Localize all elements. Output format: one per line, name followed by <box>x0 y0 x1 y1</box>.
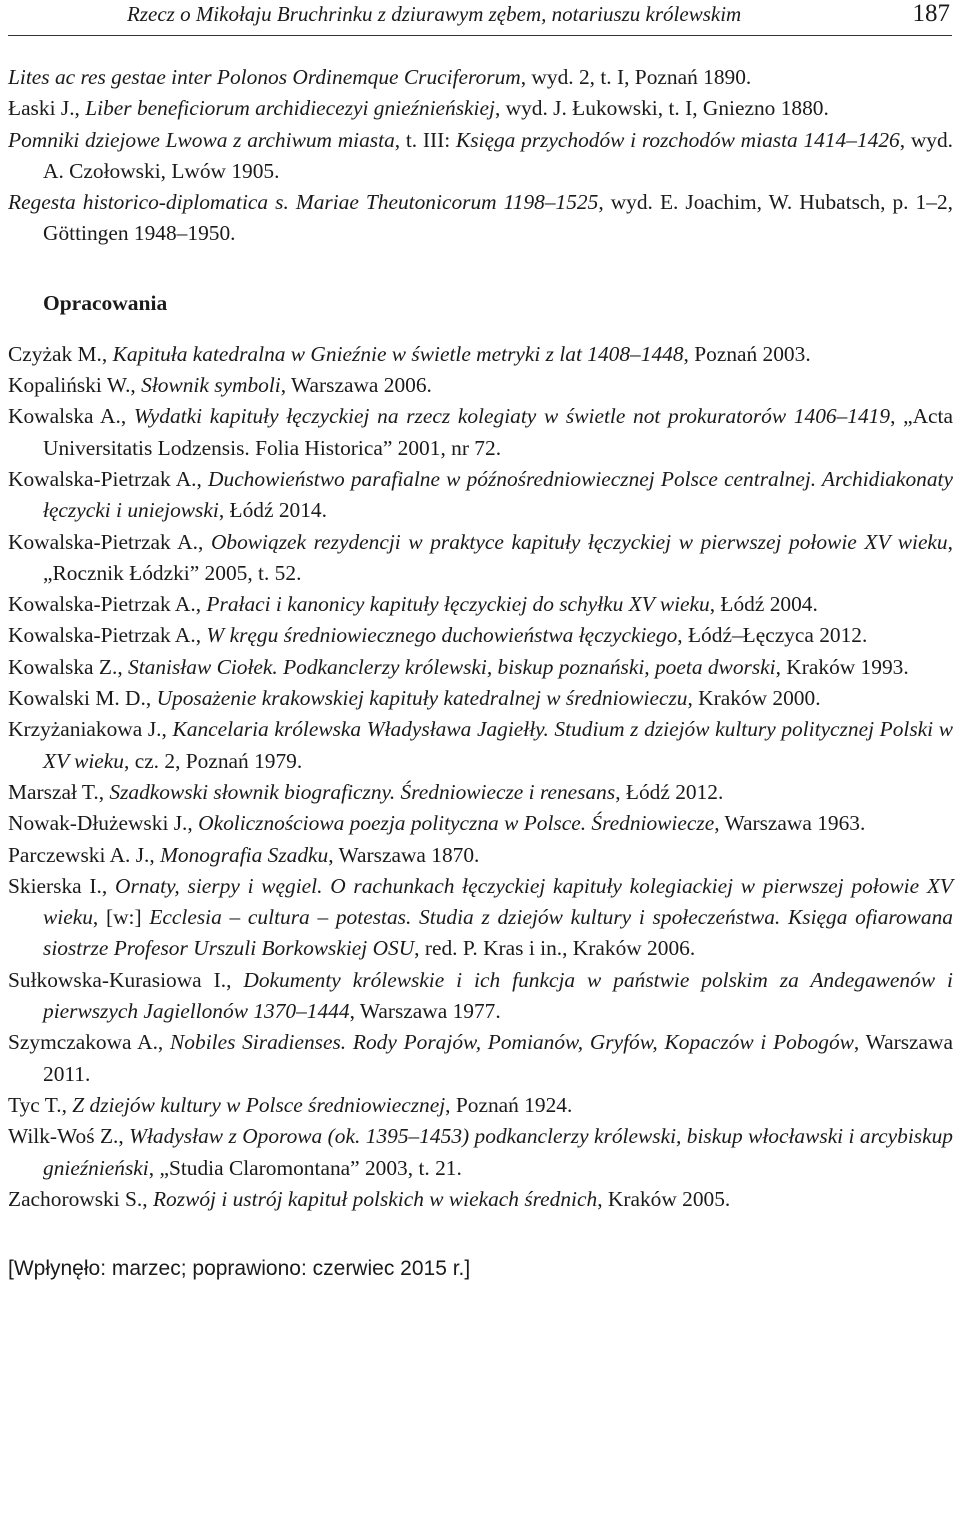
entry-author: Skierska I. <box>8 873 102 898</box>
entry-author: Wilk-Woś Z. <box>8 1124 119 1149</box>
entry-title: Prałaci i kanonicy kapituły łęczyckiej do schyłku XV wieku <box>206 592 710 617</box>
bibliography-entry: Tyc T., Z dziejów kultury w Polsce średniowiecznej, Poznań 1924. <box>8 1092 573 1117</box>
bibliography-entry: Kowalska Z., Stanisław Ciołek. Podkanclerzy królewski, biskup poznański, poeta dworski, Kraków 1993. <box>8 654 909 679</box>
entry-details: , Warszawa 1977. <box>349 999 501 1024</box>
entry-author: Kowalska A. <box>8 404 121 429</box>
entry-author: Tyc T. <box>8 1092 62 1117</box>
bibliography-entry: Sułkowska-Kurasiowa I., Dokumenty królewskie i ich funkcja w państwie polskim za Andegawenów i pierwszych Jagiellonów 1370–1444, Warszawa 1977. <box>8 967 953 1024</box>
entry-title: Nobiles Siradienses. Rody Porajów, Pomianów, Gryfów, Kopaczów i Pobogów <box>170 1030 854 1055</box>
entry-details: , Warszawa 1963. <box>714 811 866 836</box>
bibliography-entry: Zachorowski S., Rozwój i ustrój kapituł polskich w wiekach średnich, Kraków 2005. <box>8 1186 731 1211</box>
bibliography-entry <box>8 62 953 93</box>
entry-title: Pomniki dziejowe Lwowa z archiwum miasta <box>8 127 395 152</box>
running-title: Rzecz o Mikołaju Bruchrinku z dziurawym zębem, notariuszu królewskim <box>127 2 742 26</box>
entry-author: Łaski J. <box>8 96 75 121</box>
entry-author: Kowalska Z. <box>8 654 118 679</box>
entry-details: , „Acta Universitatis Lodzensis. Folia Historica” 2001, nr 72. <box>43 404 953 460</box>
entry-title: Rozwój i ustrój kapituł polskich w wiekach średnich <box>152 1186 598 1211</box>
entry-title: Kancelaria królewska Władysława Jagiełły. Studium z dziejów kultury politycznej Polski w XV wieku <box>43 717 953 773</box>
bibliography-entry: Kowalska-Pietrzak A., Obowiązek rezydencji w praktyce kapituły łęczyckiej w pierwszej połowie XV wieku, „Rocznik Łódzki” 2005, t. 52. <box>8 529 953 585</box>
entry-title: Lites ac res gestae inter Polonos Ordinemque Cruciferorum <box>8 65 521 89</box>
entry-author: Kowalska-Pietrzak A. <box>8 466 197 491</box>
bibliography-entry: Krzyżaniakowa J., Kancelaria królewska Władysława Jagiełły. Studium z dziejów kultury politycznej Polski w XV wieku, cz. 2, Poznań 1979. <box>8 717 953 773</box>
entry-details: , red. P. Kras i in., Kraków 2006. <box>414 936 696 961</box>
entry-author: Kowalska-Pietrzak A. <box>8 529 198 554</box>
header-divider <box>8 35 952 36</box>
entry-details: , Kraków 2005. <box>597 1186 731 1211</box>
entry-title: Władysław z Oporowa (ok. 1395–1453) podkanclerzy królewski, biskup włocławski i arcybiskup gnieźnieński <box>43 1124 953 1180</box>
entry-details: , Łódź 2014. <box>218 498 327 523</box>
entry-author: Zachorowski S. <box>8 1186 143 1211</box>
bibliography-entry: Kowalska-Pietrzak A., W kręgu średniowiecznego duchowieństwa łęczyckiego, Łódź–Łęczyca 2012. <box>8 623 868 648</box>
entry-details: , Łódź–Łęczyca 2012. <box>677 623 868 648</box>
entry-author: Sułkowska-Kurasiowa I. <box>8 967 227 992</box>
bibliography-entry <box>8 125 953 188</box>
entry-author: Nowak-Dłużewski J. <box>8 811 188 836</box>
entry-title: Liber beneficiorum archidiecezyi gnieźnieńskiej <box>85 96 495 121</box>
entry-author: Kowalska-Pietrzak A. <box>8 592 196 617</box>
entry-details: , „Studia Claromontana” 2003, t. 21. <box>148 1155 462 1180</box>
entry-details: , Poznań 2003. <box>683 341 811 366</box>
bibliography-entry: Kowalski M. D., Uposażenie krakowskiej kapituły katedralnej w średniowieczu, Kraków 2000. <box>8 686 821 711</box>
entry-title: Stanisław Ciołek. Podkanclerzy królewski, biskup poznański, poeta dworski <box>128 654 776 679</box>
entry-details: , wyd. 2, t. I, Poznań 1890. <box>520 65 752 89</box>
section-heading: Opracowania <box>43 290 168 315</box>
bibliography-entry: Kowalska-Pietrzak A., Prałaci i kanonicy kapituły łęczyckiej do schyłku XV wieku, Łódź 2004. <box>8 592 818 617</box>
entry-title: Okolicznościowa poezja polityczna w Polsce. Średniowiecze <box>198 811 715 836</box>
page-number: 187 <box>912 0 950 27</box>
bibliography-entry: Kowalska-Pietrzak A., Duchowieństwo parafialne w późnośredniowiecznej Polsce centralnej. Archidiakonaty łęczycki i uniejowski, Łódź 2014. <box>8 466 953 523</box>
bibliography-entry: Kopaliński W., Słownik symboli, Warszawa 2006. <box>8 373 432 398</box>
bibliography-entry: Czyżak M., Kapituła katedralna w Gnieźnie w świetle metryki z lat 1408–1448, Poznań 2003. <box>8 341 811 366</box>
entry-details: , cz. 2, Poznań 1979. <box>124 748 303 773</box>
bibliography-entry: Kowalska A., Wydatki kapituły łęczyckiej na rzecz kolegiaty w świetle not prokuratorów 1406–1419, „Acta Universitatis Lodzensis. Folia Historica” 2001, nr 72. <box>8 404 953 460</box>
entry-author: Kowalska-Pietrzak A. <box>8 623 196 648</box>
entry-title: Kapituła katedralna w Gnieźnie w świetle metryki z lat 1408–1448 <box>112 341 684 366</box>
entry-author: Szymczakowa A. <box>8 1030 158 1055</box>
entry-title: Dokumenty królewskie i ich funkcja w państwie polskim za Andegawenów i pierwszych Jagiellonów 1370–1444 <box>43 967 953 1024</box>
entry-title: Obowiązek rezydencji w praktyce kapituły łęczyckiej w pierwszej połowie XV wieku <box>210 529 948 554</box>
bibliography <box>8 62 953 1284</box>
bibliography-entry: Wilk-Woś Z., Władysław z Oporowa (ok. 1395–1453) podkanclerzy królewski, biskup włocławski i arcybiskup gnieźnieński, „Studia Claromontana” 2003, t. 21. <box>8 1124 953 1180</box>
entry-title: W kręgu średniowiecznego duchowieństwa łęczyckiego <box>206 623 678 648</box>
entry-title: Duchowieństwo parafialne w późnośredniowiecznej Polsce centralnej. Archidiakonaty łęczycki i uniejowski <box>43 466 953 523</box>
received-note: [Wpłynęło: marzec; poprawiono: czerwiec 2015 r.] <box>8 1257 471 1281</box>
entry-author: Krzyżaniakowa J. <box>8 717 162 742</box>
bibliography-entry: Skierska I., Ornaty, sierpy i węgiel. O rachunkach łęczyckiej kapituły kolegiackiej w pierwszej połowie XV wieku, [w:] Ecclesia – cultura – potestas. Studia z dziejów kultury i społeczeństwa. Księga ofiarowana siostrze Profesor Urszuli Borkowskiej OSU, red. P. Kras i in., Kraków 2006. <box>8 873 954 961</box>
entry-author: Kopaliński W. <box>8 373 131 398</box>
entry-title: Wydatki kapituły łęczyckiej na rzecz kolegiaty w świetle not prokuratorów 1406–1419 <box>133 404 891 429</box>
entry-author: Czyżak M. <box>8 341 102 366</box>
entry-connector: , t. III: <box>394 127 456 152</box>
entry-author: Kowalski M. D. <box>8 686 146 711</box>
bibliography-entry <box>8 187 953 250</box>
entry-details: , Kraków 1993. <box>775 654 909 679</box>
entry-connector: , [w:] <box>92 905 150 930</box>
entry-title: Uposażenie krakowskiej kapituły katedralnej w średniowieczu <box>156 686 688 711</box>
entry-details: , Warszawa 2006. <box>280 373 432 398</box>
entry-title: Regesta historico-diplomatica s. Mariae Theutonicorum 1198–1525 <box>8 190 599 215</box>
bibliography-entry: Marszał T., Szadkowski słownik biograficzny. Średniowiecze i renesans, Łódź 2012. <box>8 779 724 804</box>
entry-details: , wyd. J. Łukowski, t. I, Gniezno 1880. <box>494 96 829 121</box>
entry-subtitle: Ecclesia – cultura – potestas. Studia z dziejów kultury i społeczeństwa. Księga ofiarowana siostrze Profesor Urszuli Borkowskiej OSU <box>43 905 954 961</box>
bibliography-entry: Łaski J., Liber beneficiorum archidiecezyi gnieźnieńskiej, wyd. J. Łukowski, t. I, Gniezno 1880. <box>8 96 829 121</box>
entry-author: Marszał T. <box>8 779 99 804</box>
bibliography-entry: Nowak-Dłużewski J., Okolicznościowa poezja polityczna w Polsce. Średniowiecze, Warszawa 1963. <box>8 811 866 836</box>
entry-details: , Kraków 2000. <box>687 686 821 711</box>
studies-list <box>8 339 953 1215</box>
entry-details: , Łódź 2004. <box>709 592 818 617</box>
page-header <box>0 0 960 40</box>
entry-subtitle: Księga przychodów i rozchodów miasta 1414–1426 <box>455 127 900 152</box>
entry-details: , Warszawa 2011. <box>43 1030 953 1086</box>
entry-details: , „Rocznik Łódzki” 2005, t. 52. <box>43 529 953 585</box>
entry-title: Ornaty, sierpy i węgiel. O rachunkach łęczyckiej kapituły kolegiackiej w pierwszej połowie XV wieku <box>43 873 953 930</box>
entry-details: , wyd. E. Joachim, W. Hubatsch, p. 1–2, Göttingen 1948–1950. <box>43 190 953 246</box>
bibliography-entry: Parczewski A. J., Monografia Szadku, Warszawa 1870. <box>8 842 480 867</box>
entry-title: Szadkowski słownik biograficzny. Średniowiecze i renesans <box>109 779 616 804</box>
entry-details: , Warszawa 1870. <box>328 842 480 867</box>
entry-details: , Łódź 2012. <box>615 779 724 804</box>
bibliography-entry: Szymczakowa A., Nobiles Siradienses. Rody Porajów, Pomianów, Gryfów, Kopaczów i Pobogów, Warszawa 2011. <box>8 1030 953 1086</box>
entry-title: Z dziejów kultury w Polsce średniowiecznej <box>72 1092 446 1117</box>
entry-details: , Poznań 1924. <box>445 1092 573 1117</box>
entry-author: Parczewski A. J. <box>8 842 150 867</box>
sources-list <box>8 62 953 250</box>
entry-title: Monografia Szadku <box>160 842 329 867</box>
entry-details: , wyd. A. Czołowski, Lwów 1905. <box>43 127 953 183</box>
entry-title: Słownik symboli <box>141 373 281 398</box>
